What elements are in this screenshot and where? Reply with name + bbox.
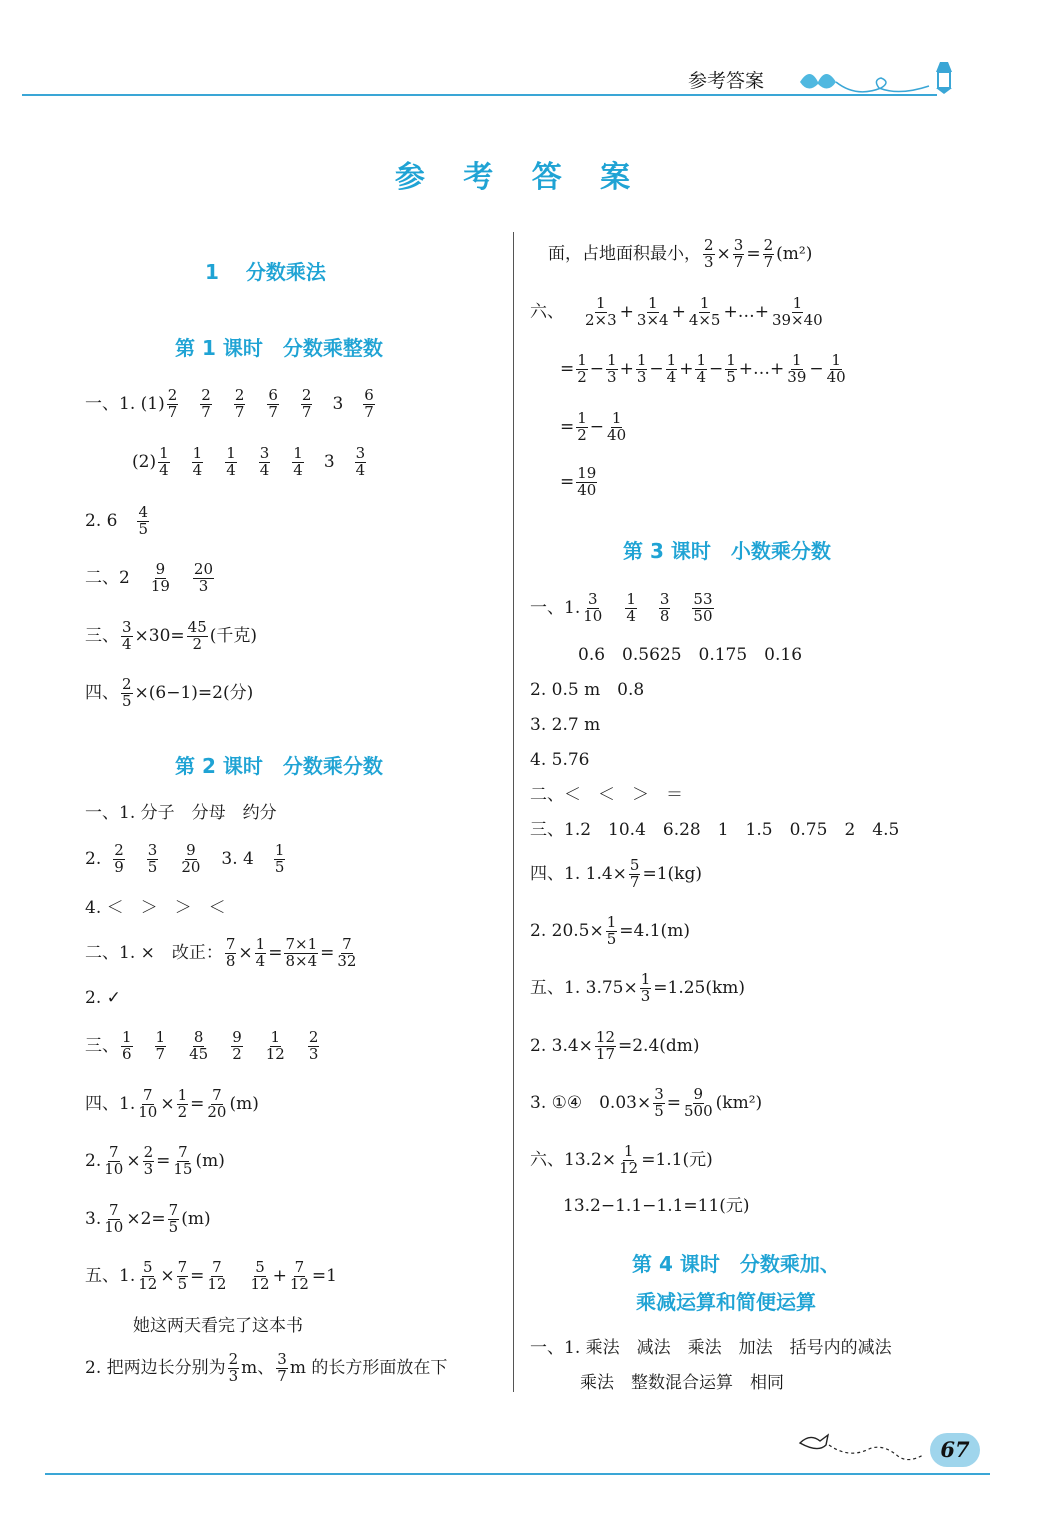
answer-3-liu-1: 六、13.2× $\frac{1}{12}$ =1.1(元) bbox=[530, 1142, 713, 1177]
butterfly-lamp-decoration-icon bbox=[790, 58, 960, 108]
page-title: 参 考 答 案 bbox=[394, 160, 645, 195]
answer-2-2-3: 2. $\frac{2}{9}$ $\frac{3}{5}$ $\frac{9}{20}$ 3. 4 $\frac{1}{5}$ bbox=[85, 841, 285, 876]
answer-2-liu-step-1: = $\frac{1}{2}$ − $\frac{1}{3}$ + $\frac{1}{3}$ − $\frac{1}{4}$ + $\frac{1}{4}$ − $\frac{1}{5}$ +…+ $\frac{1}{39}$ − $\frac{1}{40}$ bbox=[560, 351, 846, 386]
lesson-1-heading: 第 1 课时 分数乘整数 bbox=[175, 336, 383, 360]
answer-2-wu-1-note: 她这两天看完了这本书 bbox=[133, 1316, 303, 1336]
answer-2-liu-step-2: = $\frac{1}{2}$ − $\frac{1}{40}$ bbox=[560, 409, 627, 444]
answer-1-1-2: (2) $\frac{1}{4}$ $\frac{1}{4}$ $\frac{1}{4}$ $\frac{3}{4}$ $\frac{1}{4}$ 3 $\frac{3}{4}$ bbox=[132, 444, 366, 479]
answer-1-er: 二、2 $\frac{9}{19}$ $\frac{20}{3}$ bbox=[85, 560, 214, 595]
answer-3-wu-2: 2. 3.4× $\frac{12}{17}$ =2.4(dm) bbox=[530, 1028, 700, 1063]
answer-3-2: 2. 0.5 m 0.8 bbox=[530, 680, 645, 700]
answer-2-4: 4. ＜ ＞ ＞ ＜ bbox=[85, 898, 226, 918]
answer-3-si-1: 四、1. 1.4× $\frac{5}{7}$ =1(kg) bbox=[530, 856, 702, 891]
answer-2-si-1: 四、1. $\frac{7}{10}$ × $\frac{1}{2}$ = $\frac{7}{20}$ (m) bbox=[85, 1086, 259, 1121]
answer-1-si: 四、 $\frac{2}{5}$ ×(6−1)=2(分) bbox=[85, 675, 254, 710]
lesson-2-heading: 第 2 课时 分数乘分数 bbox=[175, 754, 383, 778]
answer-2-er-1: 二、1. × 改正： $\frac{7}{8}$ × $\frac{1}{4}$ = $\frac{7\times 1}{8\times 4}$ = $\frac{7}{32}$ bbox=[85, 935, 357, 970]
answer-1-san: 三、 $\frac{3}{4}$ ×30= $\frac{45}{2}$ (千克) bbox=[85, 618, 258, 653]
answer-3-er: 二、＜ ＜ ＞ ＝ bbox=[530, 785, 683, 805]
answer-3-wu-3: 3. ①④ 0.03× $\frac{3}{5}$ = $\frac{9}{500}$ (km²) bbox=[530, 1085, 763, 1120]
answer-2-er-2: 2. ✓ bbox=[85, 988, 121, 1008]
answer-3-wu-1: 五、1. 3.75× $\frac{1}{3}$ =1.25(km) bbox=[530, 970, 746, 1005]
lesson-3-heading: 第 3 课时 小数乘分数 bbox=[623, 539, 831, 563]
answer-2-liu: 六、 $\frac{1}{2\times 3}$ + $\frac{1}{3\times 4}$ + $\frac{1}{4\times 5}$ +…+ $\frac{1}{39\times 40}$ bbox=[530, 294, 823, 329]
answer-3-liu-2: 13.2−1.1−1.1=11(元) bbox=[563, 1196, 750, 1216]
page-number: 67 bbox=[930, 1433, 980, 1467]
bird-decoration-icon bbox=[795, 1425, 935, 1465]
answer-2-wu-1: 五、1. $\frac{5}{12}$ × $\frac{7}{5}$ = $\frac{7}{12}$ $\frac{5}{12}$ + $\frac{7}{12}$ =1 bbox=[85, 1258, 337, 1293]
answer-4-1: 一、1. 乘法 减法 乘法 加法 括号内的减法 bbox=[530, 1338, 892, 1358]
header-label: 参考答案 bbox=[688, 70, 765, 92]
answer-3-3: 3. 2.7 m bbox=[530, 715, 601, 735]
answer-2-si-3: 3. $\frac{7}{10}$ ×2= $\frac{7}{5}$ (m) bbox=[85, 1201, 211, 1236]
answer-3-1: 一、1. $\frac{3}{10}$ $\frac{1}{4}$ $\frac{3}{8}$ $\frac{53}{50}$ bbox=[530, 590, 713, 625]
answer-2-si-2: 2. $\frac{7}{10}$ × $\frac{2}{3}$ = $\frac{7}{15}$ (m) bbox=[85, 1143, 225, 1178]
unit-heading: 1 分数乘法 bbox=[205, 260, 326, 284]
answer-3-4: 4. 5.76 bbox=[530, 750, 590, 770]
column-divider bbox=[513, 232, 514, 1392]
answer-3-1-decimals: 0.6 0.5625 0.175 0.16 bbox=[578, 645, 803, 665]
answer-4-1-cont: 乘法 整数混合运算 相同 bbox=[580, 1373, 784, 1393]
answer-2-wu-2-cont: 面，占地面积最小， $\frac{2}{3}$ × $\frac{3}{7}$ = $\frac{2}{7}$ (m²) bbox=[548, 236, 813, 271]
answer-1-2: 2. 6 $\frac{4}{5}$ bbox=[85, 503, 148, 538]
answer-2-san: 三、 $\frac{1}{6}$ $\frac{1}{7}$ $\frac{8}{45}$ $\frac{9}{2}$ $\frac{1}{12}$ $\frac{2}{3}$ bbox=[85, 1028, 319, 1063]
answer-3-si-2: 2. 20.5× $\frac{1}{5}$ =4.1(m) bbox=[530, 913, 690, 948]
answer-2-wu-2: 2. 把两边长分别为 $\frac{2}{3}$ m、 $\frac{3}{7}$ m 的长方形面放在下 bbox=[85, 1350, 448, 1385]
footer-rule bbox=[45, 1473, 990, 1475]
answer-3-san: 三、1.2 10.4 6.28 1 1.5 0.75 2 4.5 bbox=[530, 820, 900, 840]
answer-1-1-1: 一、1. (1) $\frac{2}{7}$ $\frac{2}{7}$ $\frac{2}{7}$ $\frac{6}{7}$ $\frac{2}{7}$ 3 $\frac{6}{7}$ bbox=[85, 386, 374, 421]
answer-2-1: 一、1. 分子 分母 约分 bbox=[85, 803, 277, 823]
lesson-4-heading-line-1: 第 4 课时 分数乘加、 bbox=[632, 1252, 840, 1276]
answer-2-liu-step-3: = $\frac{19}{40}$ bbox=[560, 464, 597, 499]
lesson-4-heading-line-2: 乘减运算和简便运算 bbox=[636, 1290, 816, 1314]
